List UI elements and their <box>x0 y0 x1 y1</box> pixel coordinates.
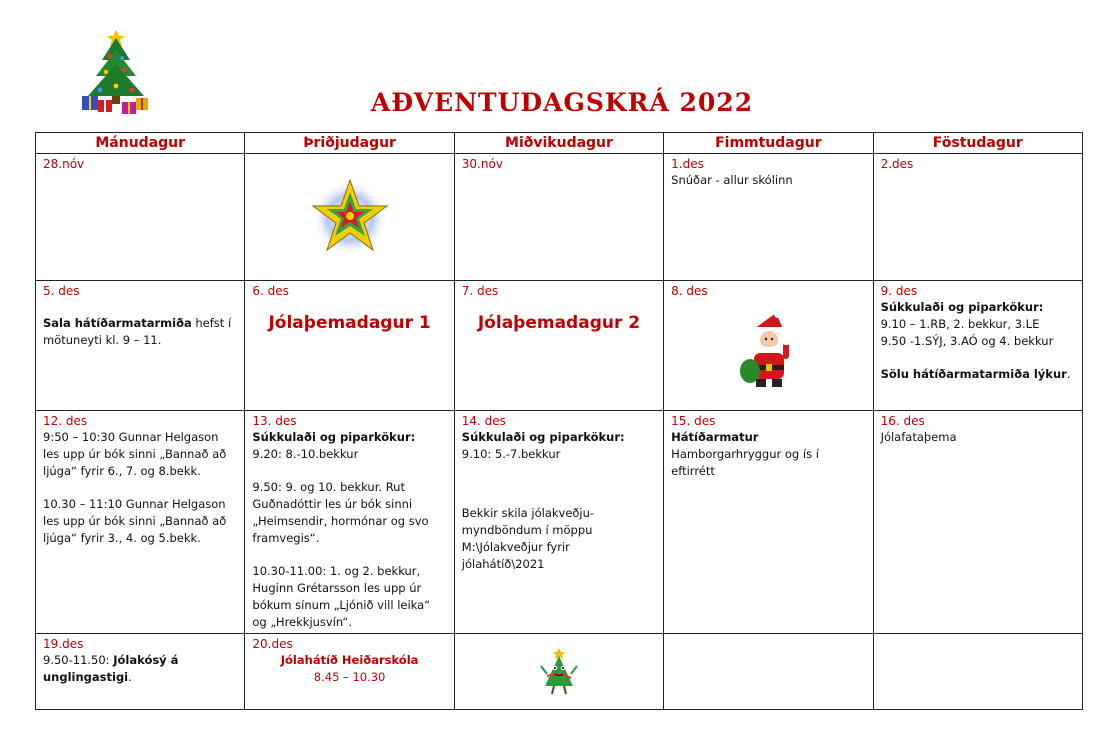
event-text: 10.30-11.00: 1. og 2. bekkur, Huginn Grétarsson les upp úr bókum sínum „Ljónið vill leika“ og „Hrekkjusvín“. <box>252 564 431 629</box>
day-date: 14. des <box>461 414 506 428</box>
dancing-tree-icon <box>539 646 579 696</box>
day-date: 16. des <box>880 414 925 428</box>
day-date: 5. des <box>43 284 80 298</box>
event-text: Bekkir skila jólakveðju-myndböndum í möppu M:\Jólakveðjur fyrir jólahátíð\2021 <box>461 506 595 571</box>
day-date: 12. des <box>43 414 88 428</box>
event-bold: Sala hátíðarmatarmiða <box>43 316 192 330</box>
day-cell <box>664 411 873 634</box>
santa-claus-icon <box>738 309 798 389</box>
day-cell <box>454 634 663 710</box>
weekday-header: Miðvikudagur <box>454 133 663 154</box>
event-text: 9:50 – 10:30 Gunnar Helgason les upp úr bók sinni „Bannað að ljúga“ fyrir 6., 7. og 8.bekk. <box>43 430 227 478</box>
event-text: Snúðar - allur skólinn <box>671 173 793 187</box>
day-cell <box>245 281 454 411</box>
event-bold: Jólakósý á unglingastigi <box>43 653 179 684</box>
event-bold: Sölu hátíðarmatarmiða lýkur <box>880 367 1067 381</box>
day-date: 7. des <box>461 284 499 298</box>
day-cell <box>36 154 245 281</box>
event-heading: Hátíðarmatur <box>671 430 759 444</box>
theme-day-label: Jólaþemadagur 1 <box>268 313 431 333</box>
event-text: 9.50 -1.SÝJ, 3.AÓ og 4. bekkur <box>880 334 1054 348</box>
day-date: 20.des <box>252 637 293 651</box>
day-date: 2.des <box>880 157 914 171</box>
day-date: 6. des <box>252 284 289 298</box>
event-heading: Súkkulaði og piparkökur: <box>880 300 1044 314</box>
week-row <box>36 154 1083 281</box>
weekday-header: Þriðjudagur <box>245 133 454 154</box>
day-cell <box>454 281 663 411</box>
day-date: 28.nóv <box>43 157 85 171</box>
day-cell <box>36 281 245 411</box>
day-cell <box>664 154 873 281</box>
day-cell <box>245 634 454 710</box>
day-date: 30.nóv <box>461 157 503 171</box>
weekday-header: Fimmtudagur <box>664 133 873 154</box>
weekday-header: Föstudagur <box>873 133 1082 154</box>
day-cell <box>245 154 454 281</box>
event-heading: Súkkulaði og piparkökur: <box>252 430 416 444</box>
day-date: 13. des <box>252 414 297 428</box>
event-text: 10.30 – 11:10 Gunnar Helgason les upp úr bók sinni „Bannað að ljúga“ fyrir 3., 4. og 5.bekk. <box>43 497 227 545</box>
weekday-header-row <box>36 133 1083 154</box>
day-date: 8. des <box>671 284 708 298</box>
day-cell <box>664 281 873 411</box>
day-cell <box>873 411 1082 634</box>
day-cell <box>873 154 1082 281</box>
day-date: 19.des <box>43 637 84 651</box>
weekday-header: Mánudagur <box>36 133 245 154</box>
day-cell <box>873 634 1082 710</box>
event-text: 9.10 – 1.RB, 2. bekkur, 3.LE <box>880 317 1040 331</box>
day-cell <box>664 634 873 710</box>
event-text: 9.50-11.50: <box>43 653 114 667</box>
advent-calendar-table <box>35 132 1083 710</box>
day-cell: 9. des Súkkulaði og piparkökur: 9.10 – 1.RB, 2. bekkur, 3.LE 9.50 -1.SÝJ, 3.AÓ og 4. bekkur Sölu hátíðarmatarmiða lýkur. <box>873 281 1082 411</box>
event-heading: Súkkulaði og piparkökur: <box>461 430 625 444</box>
event-heading: Jólahátíð Heiðarskóla <box>280 653 419 667</box>
day-cell: 19.des 9.50-11.50: Jólakósý á unglingastigi. <box>36 634 245 710</box>
day-cell <box>454 411 663 634</box>
day-cell <box>245 411 454 634</box>
day-date: 15. des <box>671 414 716 428</box>
event-time: 8.45 – 10.30 <box>313 670 386 684</box>
event-text: Hamborgarhryggur og ís í eftirrétt <box>671 447 819 478</box>
week-row <box>36 634 1083 710</box>
theme-day-label: Jólaþemadagur 2 <box>477 313 641 333</box>
event-text: 9.10: 5.-7.bekkur <box>461 447 561 461</box>
day-cell <box>36 411 245 634</box>
page-title: AÐVENTUDAGSKRÁ 2022 <box>370 88 754 117</box>
day-date: 1.des <box>671 157 704 171</box>
week-row <box>36 281 1083 411</box>
event-text: 9.20: 8.-10.bekkur <box>252 447 359 461</box>
day-cell <box>454 154 663 281</box>
week-row <box>36 411 1083 634</box>
event-text: hefst í mötuneyti kl. 9 – 11. <box>43 316 232 347</box>
event-text: Jólafataþema <box>880 430 957 444</box>
day-date: 9. des <box>880 284 918 298</box>
star-ornament-icon <box>310 176 390 256</box>
event-text: 9.50: 9. og 10. bekkur. Rut Guðnadóttir les úr bók sinni „Heimsendir, hormónar og svo framvegis“. <box>252 480 429 545</box>
